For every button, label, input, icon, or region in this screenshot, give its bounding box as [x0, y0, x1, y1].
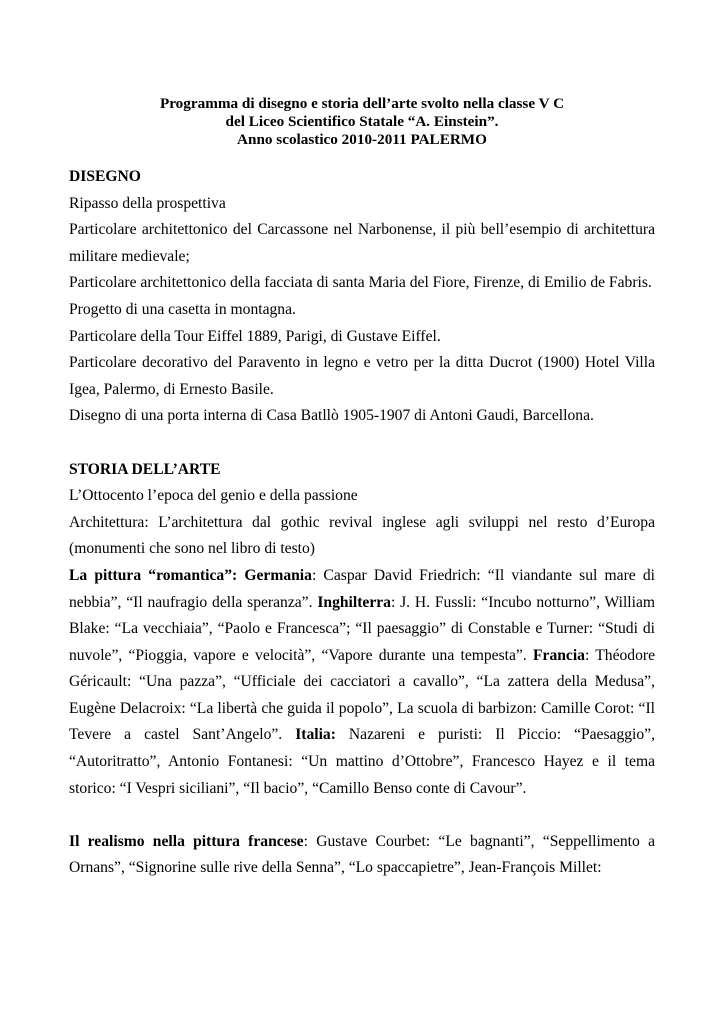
blank-line: [69, 430, 655, 457]
header-title-line: Programma di disegno e storia dell’arte svolto nella classe V C: [159, 95, 565, 112]
section-heading-disegno: DISEGNO: [69, 168, 141, 185]
disegno-item: Particolare decorativo del Paravento in legno e vetro per la ditta Ducrot (1900) Hotel Villa Igea, Palermo, di Ernesto Basile.: [69, 354, 655, 398]
disegno-item: Disegno di una porta interna di Casa Batllò 1905-1907 di Antoni Gaudi, Barcellona.: [69, 407, 594, 425]
storia-intro: L’Ottocento l’epoca del genio e della passione: [69, 487, 358, 505]
realismo-label: Il realismo nella pittura francese: [69, 832, 304, 850]
blank-line: [69, 802, 655, 829]
pittura-romantica-paragraph: [69, 563, 655, 802]
germania-text: : Caspar David Friedrich: “Il viandante sul mare di nebbia”, “Il naufragio della speranza”.: [69, 566, 655, 611]
inghilterra-text: : J. H. Fussli: “Incubo notturno”, William Blake: “La vecchiaia”, “Paolo e Francesca”; “Il paesaggio” di Constable e Turner: “Studi di nuvole”, “Pioggia, vapore e velocità”, “Vapore durante una tempesta”.: [69, 593, 655, 664]
section-heading-storia: STORIA DELL’ARTE: [69, 460, 221, 478]
realismo-paragraph: [69, 829, 655, 882]
header-school-line: del Liceo Scientifico Statale “A. Einstein”.: [225, 113, 499, 130]
header-year-line: Anno scolastico 2010-2011 PALERMO: [237, 131, 487, 148]
romantica-label: La pittura “romantica”: Germania: [69, 566, 312, 584]
disegno-item: Progetto di una casetta in montagna.: [69, 300, 296, 318]
francia-label: Francia: [533, 646, 585, 664]
inghilterra-label: Inghilterra: [317, 593, 391, 611]
italia-text: Nazareni e puristi: Il Piccio: “Paesaggio”, “Autoritratto”, Antonio Fontanesi: “Un mattino d’Ottobre”, Francesco Hayez e il tema storico: “I Vespri siciliani”, “Il bacio”, “Camillo Benso conte di Cavour”.: [69, 726, 655, 797]
disegno-item: Particolare architettonico della facciata di santa Maria del Fiore, Firenze, di Emilio de Fabris.: [69, 274, 652, 292]
document-body: [69, 164, 655, 882]
francia-text: : Théodore Géricault: “Una pazza”, “Ufficiale dei cacciatori a cavallo”, “La zattera della Medusa”, Eugène Delacroix: “La libertà che guida il popolo”, La scuola di barbizon: Camille Corot: “Il Tevere a castel Sant’Angelo”.: [69, 646, 656, 744]
document-header: [69, 95, 655, 149]
disegno-item: Particolare architettonico del Carcassone nel Narbonense, il più bell’esempio di architettura militare medievale;: [69, 221, 655, 265]
disegno-item: Particolare della Tour Eiffel 1889, Parigi, di Gustave Eiffel.: [69, 327, 441, 345]
storia-architettura: Architettura: L’architettura dal gothic revival inglese agli sviluppi nel resto d’Europa (monumenti che sono nel libro di testo): [69, 513, 655, 558]
realismo-text: : Gustave Courbet: “Le bagnanti”, “Seppellimento a Ornans”, “Signorine sulle rive della Senna”, “Lo spaccapietre”, Jean-François Millet:: [69, 832, 655, 877]
italia-label: Italia:: [295, 726, 336, 744]
disegno-item: Ripasso della prospettiva: [69, 194, 226, 212]
